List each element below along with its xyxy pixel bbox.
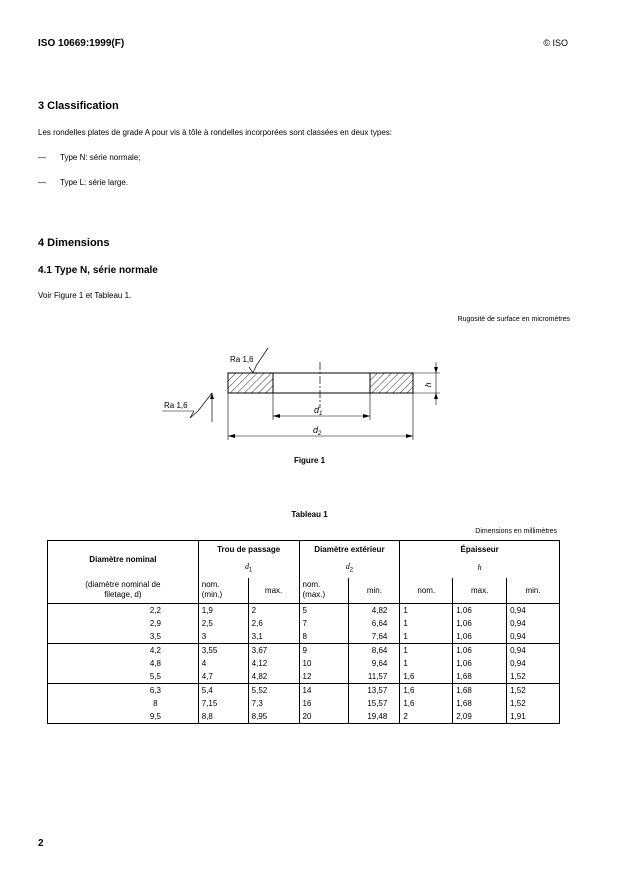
table-row (48, 630, 560, 644)
table-cell: 1 (400, 617, 453, 630)
ra-top-label: Ra 1,6 (230, 355, 254, 364)
list-dash: — (38, 153, 46, 162)
section-4-title: 4 Dimensions (38, 237, 110, 249)
table-cell: 2,9 (48, 617, 199, 630)
table-cell: 4,82 (349, 604, 400, 618)
table-cell: 1,68 (453, 670, 507, 684)
table-cell: 2 (400, 710, 453, 724)
table-row (48, 684, 560, 698)
d2-label: $d_2$ (313, 425, 322, 437)
table-cell: 15,57 (349, 697, 400, 710)
table-cell: 5,4 (198, 684, 248, 698)
table-cell: 0,94 (510, 659, 526, 668)
header-d2-min: min. (349, 578, 400, 604)
table-caption: Tableau 1 (291, 510, 328, 519)
table-cell: 19,48 (349, 710, 400, 724)
table-cell: 5,5 (48, 670, 199, 684)
page-number: 2 (38, 838, 44, 849)
table-cell: 11,57 (349, 670, 400, 684)
header-trou-de-passage: Trou de passage (198, 541, 299, 558)
ra-left-label: Ra 1,6 (164, 401, 188, 410)
table-cell: 6,64 (349, 617, 400, 630)
table-row (48, 670, 560, 684)
table-cell: 9,5 (48, 710, 199, 724)
table-cell: 0,94 (510, 646, 526, 655)
table-cell: 1,06 (453, 657, 507, 670)
table-cell: 1,06 (453, 644, 507, 658)
dimensions-table (47, 540, 560, 724)
table-cell: 1,68 (453, 697, 507, 710)
table-cell: 8,64 (349, 644, 400, 658)
header-nominal-diameter: Diamètre nominal (48, 541, 199, 578)
table-cell: 4 (198, 657, 248, 670)
table-cell: 4,82 (248, 670, 299, 684)
table-cell: 7 (299, 617, 349, 630)
document-id: ISO 10669:1999(F) (38, 38, 125, 49)
table-cell: 1,6 (400, 697, 453, 710)
table-cell: 8,8 (198, 710, 248, 724)
table-cell: 7,64 (349, 630, 400, 644)
h-label: h (424, 382, 433, 387)
washer-section-right (370, 373, 413, 393)
table-row (48, 657, 560, 670)
washer-drawing (0, 340, 619, 450)
table-row (48, 710, 560, 724)
header-diametre-exterieur: Diamètre extérieur (299, 541, 400, 558)
table-cell: 0,94 (510, 619, 526, 628)
section-3-title: 3 Classification (38, 100, 119, 112)
table-cell: 1,68 (453, 684, 507, 698)
list-item (38, 153, 140, 162)
header-d1-nom: nom. (min.) (198, 578, 248, 604)
table-cell: 5 (299, 604, 349, 618)
table-units-note: Dimensions en millimètres (475, 528, 557, 535)
table-cell: 14 (299, 684, 349, 698)
header-nominal-sub: (diamètre nominal de filetage, d) (48, 578, 199, 604)
table-cell: 4,7 (198, 670, 248, 684)
table-row (48, 697, 560, 710)
figure-note: Rugosité de surface en micromètres (457, 316, 570, 323)
table-cell: 0,94 (510, 606, 526, 615)
d1-label: $d_1$ (314, 405, 323, 417)
table-cell: 8 (299, 630, 349, 644)
table-cell: 2,5 (198, 617, 248, 630)
table-cell: 8 (48, 697, 199, 710)
header-epaisseur: Épaisseur (460, 544, 499, 554)
list-item-text: Type N: série normale; (60, 153, 141, 162)
table-cell: 3,5 (48, 630, 199, 644)
table-cell: 16 (299, 697, 349, 710)
table-cell: 9,64 (349, 657, 400, 670)
header-d1-max: max. (248, 578, 299, 604)
table-cell: 13,57 (349, 684, 400, 698)
table-cell: 1 (400, 657, 453, 670)
table-cell: 10 (299, 657, 349, 670)
header-d2-symbol: $d_2$ (299, 558, 400, 578)
header-h-max: max. (453, 578, 507, 604)
section-4-1-intro: Voir Figure 1 et Tableau 1. (38, 291, 132, 300)
table-cell: 3,1 (248, 630, 299, 644)
table-cell: 3 (198, 630, 248, 644)
ra-top-symbol (253, 348, 268, 373)
list-dash: — (38, 178, 46, 187)
table-cell: 1 (400, 644, 453, 658)
table-cell: 8,95 (248, 710, 299, 724)
header-h-min: min. (525, 585, 541, 595)
table-cell: 2,2 (48, 604, 199, 618)
table-cell: 1 (400, 630, 453, 644)
table-row (48, 644, 560, 658)
header-d1-symbol: $d_1$ (198, 558, 299, 578)
table-row (48, 604, 560, 618)
copyright-notice: © ISO (543, 38, 568, 48)
section-4-1-title: 4.1 Type N, série normale (38, 265, 158, 276)
header-d2-nom: nom. (max.) (299, 578, 349, 604)
ra-left-symbol (190, 393, 212, 418)
table-cell: 1,52 (510, 686, 526, 695)
header-h-symbol: h (477, 563, 482, 572)
table-cell: 4,8 (48, 657, 199, 670)
section-3-intro: Les rondelles plates de grade A pour vis à tôle à rondelles incorporées sont classées en deux types: (38, 128, 392, 137)
table-cell: 0,94 (510, 632, 526, 641)
table-cell: 7,3 (248, 697, 299, 710)
table-cell: 2,6 (248, 617, 299, 630)
header-h-nom: nom. (400, 578, 453, 604)
table-cell: 1,6 (400, 684, 453, 698)
table-cell: 9 (299, 644, 349, 658)
table-cell: 6,3 (48, 684, 199, 698)
figure-caption: Figure 1 (293, 456, 326, 465)
table-cell: 4,12 (248, 657, 299, 670)
table-cell: 2,09 (453, 710, 507, 724)
table-cell: 12 (299, 670, 349, 684)
table-row (48, 617, 560, 630)
table-cell: 4,2 (48, 644, 199, 658)
table-cell: 1 (400, 604, 453, 618)
table-cell: 5,52 (248, 684, 299, 698)
table-cell: 2 (248, 604, 299, 618)
table-cell: 1,06 (453, 617, 507, 630)
table-cell: 1,06 (453, 630, 507, 644)
table-cell: 7,15 (198, 697, 248, 710)
table-cell: 1,91 (510, 712, 526, 721)
table-cell: 1,52 (510, 672, 526, 681)
table-cell: 1,52 (510, 699, 526, 708)
table-cell: 1,06 (453, 604, 507, 618)
washer-section-left (228, 373, 273, 393)
list-item (38, 178, 128, 187)
list-item-text: Type L: série large. (60, 178, 129, 187)
table-cell: 3,67 (248, 644, 299, 658)
table-cell: 20 (299, 710, 349, 724)
table-cell: 1,9 (198, 604, 248, 618)
table-cell: 3,55 (198, 644, 248, 658)
table-cell: 1,6 (400, 670, 453, 684)
